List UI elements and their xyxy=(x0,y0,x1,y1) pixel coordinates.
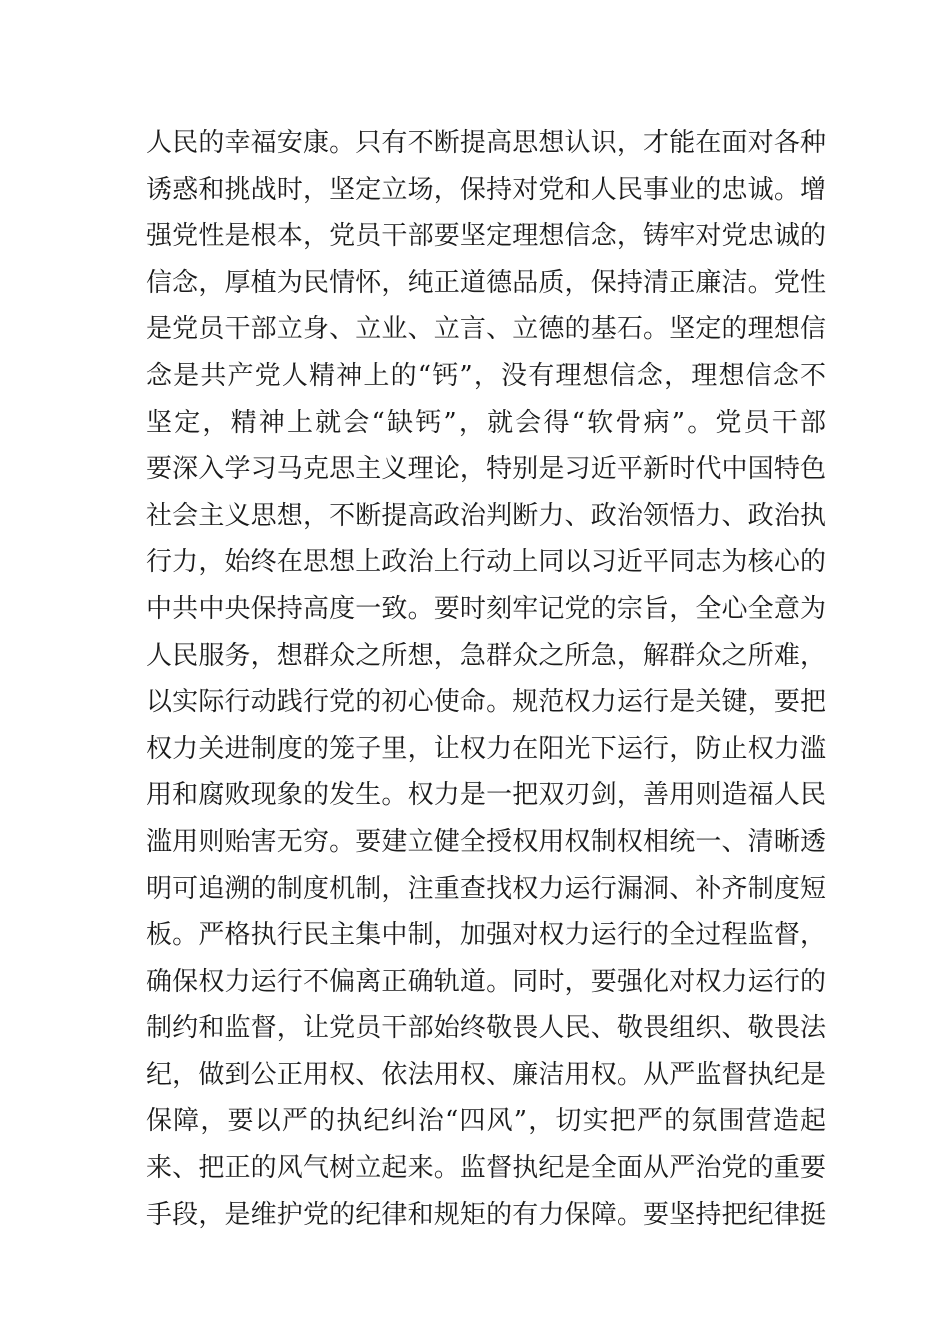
body-text xyxy=(146,120,826,1238)
text-line: 保障，要以严的执纪纠治“四风”，切实把严的氛围营造起 xyxy=(146,1106,826,1137)
text-line: 权力关进制度的笼子里，让权力在阳光下运行，防止权力滥 xyxy=(146,733,826,764)
text-line: 坚定，精神上就会“缺钙”，就会得“软骨病”。党员干部 xyxy=(146,407,826,438)
text-line: 社会主义思想，不断提高政治判断力、政治领悟力、政治执 xyxy=(146,500,826,531)
text-line: 确保权力运行不偏离正确轨道。同时，要强化对权力运行的 xyxy=(146,966,826,997)
text-line: 人民服务，想群众之所想，急群众之所急，解群众之所难， xyxy=(146,640,826,671)
text-line: 用和腐败现象的发生。权力是一把双刃剑，善用则造福人民 xyxy=(146,780,826,811)
text-line: 念是共产党人精神上的“钙”，没有理想信念，理想信念不 xyxy=(146,360,826,391)
text-line: 来、把正的风气树立起来。监督执纪是全面从严治党的重要 xyxy=(146,1153,826,1184)
text-line: 手段，是维护党的纪律和规矩的有力保障。要坚持把纪律挺 xyxy=(146,1199,826,1230)
text-line: 中共中央保持高度一致。要时刻牢记党的宗旨，全心全意为 xyxy=(146,593,826,624)
text-line: 人民的幸福安康。只有不断提高思想认识，才能在面对各种 xyxy=(146,128,826,158)
text-line: 板。严格执行民主集中制，加强对权力运行的全过程监督， xyxy=(146,920,826,951)
text-line: 明可追溯的制度机制，注重查找权力运行漏洞、补齐制度短 xyxy=(146,873,826,904)
text-line: 强党性是根本，党员干部要坚定理想信念，铸牢对党忠诚的 xyxy=(146,221,826,252)
text-line: 诱惑和挑战时，坚定立场，保持对党和人民事业的忠诚。增 xyxy=(146,174,826,205)
text-line: 滥用则贻害无穷。要建立健全授权用权制权相统一、清晰透 xyxy=(146,826,826,857)
text-line: 以实际行动践行党的初心使命。规范权力运行是关键，要把 xyxy=(146,687,826,718)
text-line: 制约和监督，让党员干部始终敬畏人民、敬畏组织、敬畏法 xyxy=(146,1013,826,1044)
text-line: 信念，厚植为民情怀，纯正道德品质，保持清正廉洁。党性 xyxy=(146,267,826,298)
text-line: 纪，做到公正用权、依法用权、廉洁用权。从严监督执纪是 xyxy=(146,1059,826,1090)
text-line: 行力，始终在思想上政治上行动上同以习近平同志为核心的 xyxy=(146,547,826,578)
text-line: 是党员干部立身、立业、立言、立德的基石。坚定的理想信 xyxy=(146,314,826,345)
text-line: 要深入学习马克思主义理论，特别是习近平新时代中国特色 xyxy=(146,454,826,485)
